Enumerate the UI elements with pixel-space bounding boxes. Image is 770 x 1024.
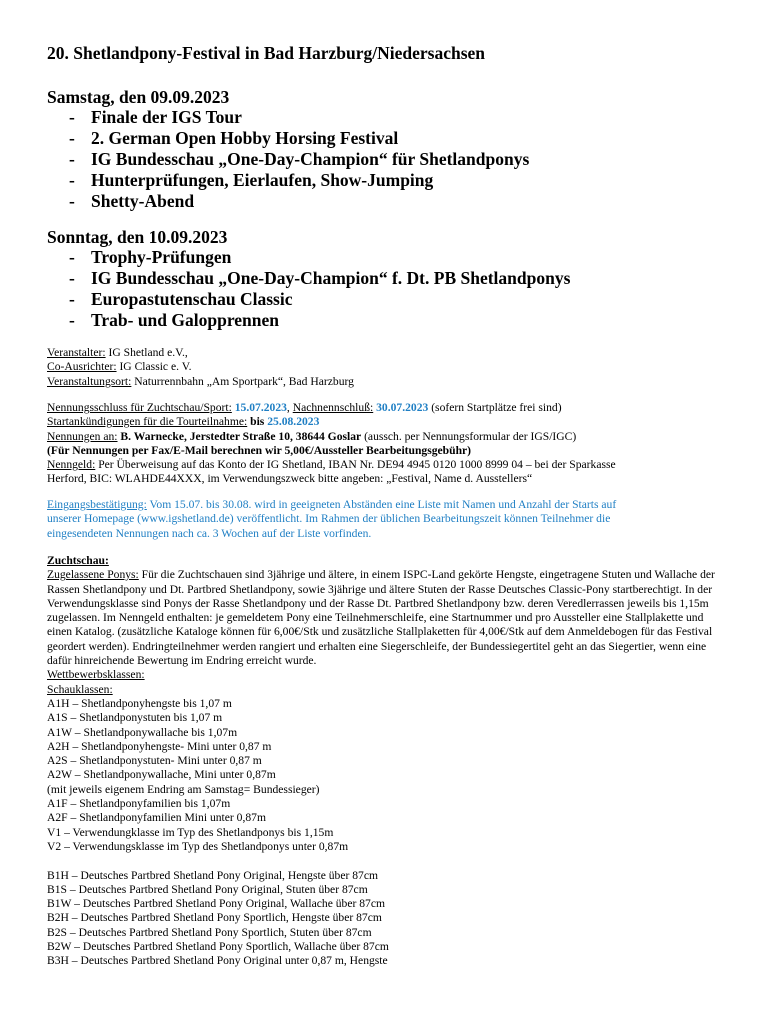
confirmation-line2: unserer Homepage (www.igshetland.de) veröffentlicht. Im Rahmen der üblichen Bearbeitungszeit können Teilnehmer die [47, 512, 611, 526]
zuchtschau-heading: Zuchtschau: [47, 554, 109, 567]
geld-value-2: Herford, BIC: WLAHDE44XXX, im Verwendungszweck bitte angeben: „Festival, Name d. Ausstellers“ [47, 472, 533, 486]
class-line: A1S – Shetlandponystuten bis 1,07 m [47, 711, 223, 725]
class-line: A2W – Shetlandponywallache, Mini unter 0,87m [47, 768, 276, 782]
list-item: - Hunterprüfungen, Eierlaufen, Show-Jumping [69, 170, 434, 190]
list-item: - Finale der IGS Tour [69, 107, 242, 127]
ort-value: Naturrennbahn „Am Sportpark“, Bad Harzburg [131, 374, 354, 388]
list-item: - Trab- und Galopprennen [69, 310, 280, 330]
confirmation-block [47, 498, 727, 541]
tour-label: Startankündigungen für die Tourteilnahme: [47, 415, 248, 429]
nennschluss-label: Nennungsschluss für Zuchtschau/Sport: [47, 401, 232, 414]
class-line: B2H – Deutsches Partbred Shetland Pony Sportlich, Hengste über 87cm [47, 911, 382, 925]
fax-note: (Für Nennungen per Fax/E-Mail berechnen wir 5,00€/Aussteller Bearbeitungsgebühr) [47, 443, 472, 457]
ponys-text: Für die Zuchtschauen sind 3jährige und ältere, in einem ISPC-Land gekörte Hengste, eingetragene Stuten und Wallache der Rassen Shetlandpony und Dt. Partbred Shetlandpony, sowie 3jährige und ältere Stuten der Rasse Deutsches Classic-Pony startberechtigt. In der Verwendungsklasse sind Ponys der Rasse Shetlandpony und der Rasse Dt. Partbred Shetlandpony bzw. deren Veredlerrassen jeweils bis 1,15m zugelassen. Im Nenngeld enthalten: je gemeldetem Pony eine Teilnehmerschleife, eine Startnummer und pro Aussteller eine Stallplakette und einen Katalog. (zusätzliche Kataloge können für 6,00€/Stk und zusätzliche Stallplaketten für 4,00€/Stk auf dem Anmeldebogen für das Festival geordert werden). Endringteilnehmer werden rangiert und erhalten eine Siegerschleife, der Bundessiegertitel geht an das Siegertier, wenn eine dafür hinreichende Bewertung im Endring erreicht wurde. [47, 568, 715, 668]
list-item: - Europastutenschau Classic [69, 289, 293, 309]
class-line: A1F – Shetlandponyfamilien bis 1,07m [47, 797, 231, 811]
class-line: V1 – Verwendungklasse im Typ des Shetlandponys bis 1,15m [47, 825, 334, 839]
saturday-heading: Samstag, den 09.09.2023 [47, 87, 230, 107]
page-title: 20. Shetlandpony-Festival in Bad Harzburg/Niedersachsen [47, 43, 486, 63]
ort-label: Veranstaltungsort: [47, 374, 132, 388]
list-item: - IG Bundesschau „One-Day-Champion“ für Shetlandponys [69, 149, 530, 169]
nachnenn-label: Nachnennschluß: [292, 401, 374, 414]
list-item: - Shetty-Abend [69, 191, 195, 211]
confirmation-line1: Vom 15.07. bis 30.08. wird in geeigneten Abständen eine Liste mit Namen und Anzahl der Starts auf [146, 498, 617, 511]
nachnenn-date: 30.07.2023 [376, 401, 429, 414]
nachnenn-note: (sofern Startplätze frei sind) [428, 401, 562, 414]
class-line: A2H – Shetlandponyhengste- Mini unter 0,87 m [47, 739, 272, 753]
co-value: IG Classic e. V. [116, 360, 192, 374]
confirmation-label: Eingangsbestätigung: [47, 498, 147, 511]
class-line: A2S – Shetlandponystuten- Mini unter 0,87 m [47, 754, 262, 768]
geld-value: Per Überweisung auf das Konto der IG Shetland, IBAN Nr. DE94 4945 0120 1000 8999 04 – bei der Sparkasse [95, 458, 616, 472]
zuchtschau-paragraph [47, 568, 727, 668]
tour-bis: bis [250, 415, 268, 429]
class-line: B2W – Deutsches Partbred Shetland Pony Sportlich, Wallache über 87cm [47, 940, 389, 954]
organizer-block [47, 346, 727, 389]
an-note: (aussch. per Nennungsformular der IGS/IGC) [361, 429, 577, 443]
class-line: B1H – Deutsches Partbred Shetland Pony Original, Hengste über 87cm [47, 868, 379, 882]
veranstalter-label: Veranstalter: [47, 346, 106, 359]
schau-label: Schauklassen: [47, 682, 113, 696]
zuchtschau-block [47, 554, 727, 969]
class-line: A2F – Shetlandponyfamilien Mini unter 0,87m [47, 811, 266, 825]
wettbewerb-label: Wettbewerbsklassen: [47, 668, 145, 682]
an-label: Nennungen an: [47, 429, 118, 443]
geld-label: Nenngeld: [47, 458, 96, 472]
sunday-list [47, 247, 570, 331]
confirmation-line3: eingesendeten Nennungen nach ca. 3 Wochen auf der Liste vorfinden. [47, 526, 372, 540]
class-line: B3H – Deutsches Partbred Shetland Pony Original unter 0,87 m, Hengste [47, 954, 388, 968]
class-line: A1W – Shetlandponywallache bis 1,07m [47, 725, 238, 739]
ponys-label: Zugelassene Ponys: [47, 568, 139, 582]
an-value: B. Warnecke, Jerstedter Straße 10, 38644 Goslar [117, 429, 362, 443]
tour-date: 25.08.2023 [267, 415, 320, 429]
saturday-list [47, 107, 529, 212]
veranstalter-value: IG Shetland e.V., [105, 346, 188, 359]
co-label: Co-Ausrichter: [47, 360, 117, 374]
list-item: - 2. German Open Hobby Horsing Festival [69, 128, 399, 148]
blank-line [47, 854, 727, 868]
class-line: V2 – Verwendungsklasse im Typ des Shetlandponys unter 0,87m [47, 839, 349, 853]
class-line: B1S – Deutsches Partbred Shetland Pony Original, Stuten über 87cm [47, 882, 368, 896]
deadlines-block: Nennungsschluss für Zuchtschau/Sport: 15.07.2023, Nachnennschluß: 30.07.2023 (sofern Startplätze frei sind) Startankündigungen für die Tourteilnahme: bis 25.08.2023 Nennungen an: B. Warnecke, Jerstedter Straße 10, 38644 Goslar (aussch. per Nennungsformular der IGS/IGC) (Für Nennungen per Fax/E-Mail berechnen wir 5,00€/Aussteller Bearbeitungsgebühr) Nenngeld: Per Überweisung auf das Konto der IG Shetland, IBAN Nr. DE94 4945 0120 1000 8999 04 – bei der Sparkasse Herford, BIC: WLAHDE44XXX, im Verwendungszweck bitte angeben: „Festival, Name d. Ausstellers“ [47, 401, 727, 487]
class-line: B1W – Deutsches Partbred Shetland Pony Original, Wallache über 87cm [47, 897, 386, 911]
list-item: - IG Bundesschau „One-Day-Champion“ f. Dt. PB Shetlandponys [69, 268, 571, 288]
list-item: - Trophy-Prüfungen [69, 247, 232, 267]
class-line: A1H – Shetlandponyhengste bis 1,07 m [47, 696, 232, 710]
sunday-heading: Sonntag, den 10.09.2023 [47, 227, 228, 247]
nennschluss-date: 15.07.2023 [234, 401, 287, 414]
class-line: B2S – Deutsches Partbred Shetland Pony Sportlich, Stuten über 87cm [47, 925, 372, 939]
class-note: (mit jeweils eigenem Endring am Samstag= Bundessieger) [47, 782, 320, 796]
